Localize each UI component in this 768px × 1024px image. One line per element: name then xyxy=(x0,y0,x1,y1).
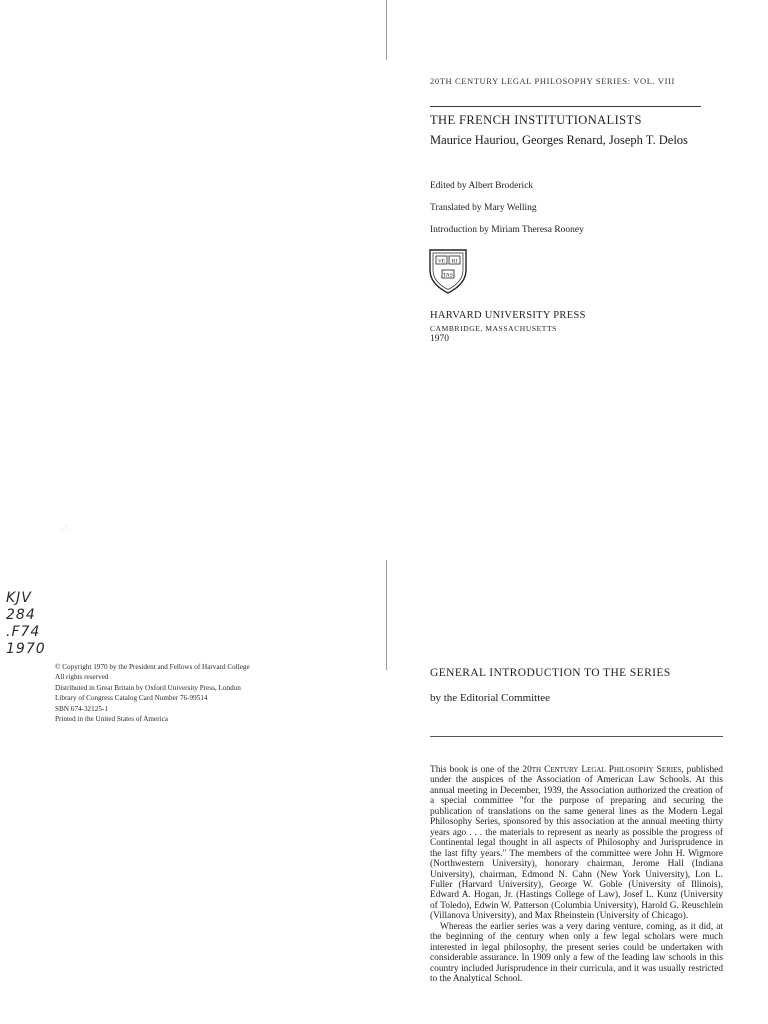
publisher-city: CAMBRIDGE, MASSACHUSETTS xyxy=(430,324,557,333)
seal-letters-tas: TAS xyxy=(443,272,453,279)
seal-letters-ve: VE xyxy=(437,258,446,265)
page-gutter xyxy=(386,0,387,60)
handwritten-call-number xyxy=(6,590,46,658)
introduction-credit: Introduction by Miriam Theresa Rooney xyxy=(430,225,584,235)
series-line: 20TH CENTURY LEGAL PHILOSOPHY SERIES: VOL. VIII xyxy=(430,76,675,86)
introduction-paragraph-1 xyxy=(430,765,723,922)
call-number-line: 1970 xyxy=(6,641,46,657)
distribution-line: Distributed in Great Britain by Oxford University Press, London xyxy=(55,683,241,692)
general-introduction-byline: by the Editorial Committee xyxy=(430,692,551,704)
book-title: THE FRENCH INSTITUTIONALISTS xyxy=(430,113,642,127)
translator-credit: Translated by Mary Welling xyxy=(430,203,537,213)
introduction-body xyxy=(430,765,723,985)
section-rule xyxy=(430,736,723,737)
call-number-line: KJV xyxy=(6,590,32,606)
call-number-line: 284 xyxy=(6,607,36,623)
copyright-block xyxy=(55,662,250,724)
introduction-paragraph-2: Whereas the earlier series was a very daring venture, coming, as it did, at the beginning of the century when only a few legal scholars were much interested in legal philosophy, the present series could be undertaken with considerable assurance. In 1909 only a few of the leading law schools in this country included Jurisprudence in their curricula, and it was usually restricted to the Analytical School. xyxy=(430,921,723,985)
paper-speck: . ' . xyxy=(62,524,71,532)
book-authors: Maurice Hauriou, Georges Renard, Joseph T. Delos xyxy=(430,133,688,147)
publication-year: 1970 xyxy=(430,334,449,344)
sbn-line: SBN 674-32125-1 xyxy=(55,704,108,713)
editor-credit: Edited by Albert Broderick xyxy=(430,181,534,191)
paragraph-text: , published under the auspices of the Association of American Law Schools. At this annual meeting in December, 1939, the Association authorized the creation of a special committee "for the purpose of preparing and securing the publication of translations on the same general lines as the Modern Legal Philosophy Series, sponsored by this association at the annual meeting thirty years ago . . . the materials to represent as nearly as possible the progress of Continental legal thought in all aspects of Philosophy and Jurisprudence in the last fifty years." The members of the committee were John H. Wigmore (Northwestern University), honorary chairman, Jerome Hall (Indiana University), chairman, Edmond N. Cahn (New York University), Lon L. Fuller (Harvard University), George W. Goble (University of Illinois), Edward A. Hogan, Jr. (Hastings College of Law), Josef L. Kunz (University of Toledo), Edwin W. Patterson (Columbia University), Harold G. Reuschlein (Villanova University), and Max Rheinstein (University of Chicago). xyxy=(430,765,723,922)
title-rule xyxy=(430,106,701,107)
page-gutter-lower xyxy=(386,560,387,670)
series-name-smallcaps: 20th Century Legal Philosophy Series xyxy=(522,765,682,775)
harvard-veritas-shield-logo xyxy=(428,248,468,294)
publisher-name: HARVARD UNIVERSITY PRESS xyxy=(430,310,586,321)
printed-line: Printed in the United States of America xyxy=(55,715,168,724)
call-number-line: .F74 xyxy=(6,624,41,640)
paragraph-text: This book is one of the xyxy=(430,765,523,775)
rights-line: All rights reserved xyxy=(55,673,109,682)
catalog-line: Library of Congress Catalog Card Number 76-99514 xyxy=(55,694,208,703)
general-introduction-heading: GENERAL INTRODUCTION TO THE SERIES xyxy=(430,667,671,679)
seal-letters-ri: RI xyxy=(451,258,458,265)
copyright-line: © Copyright 1970 by the President and Fellows of Harvard College xyxy=(55,663,250,671)
